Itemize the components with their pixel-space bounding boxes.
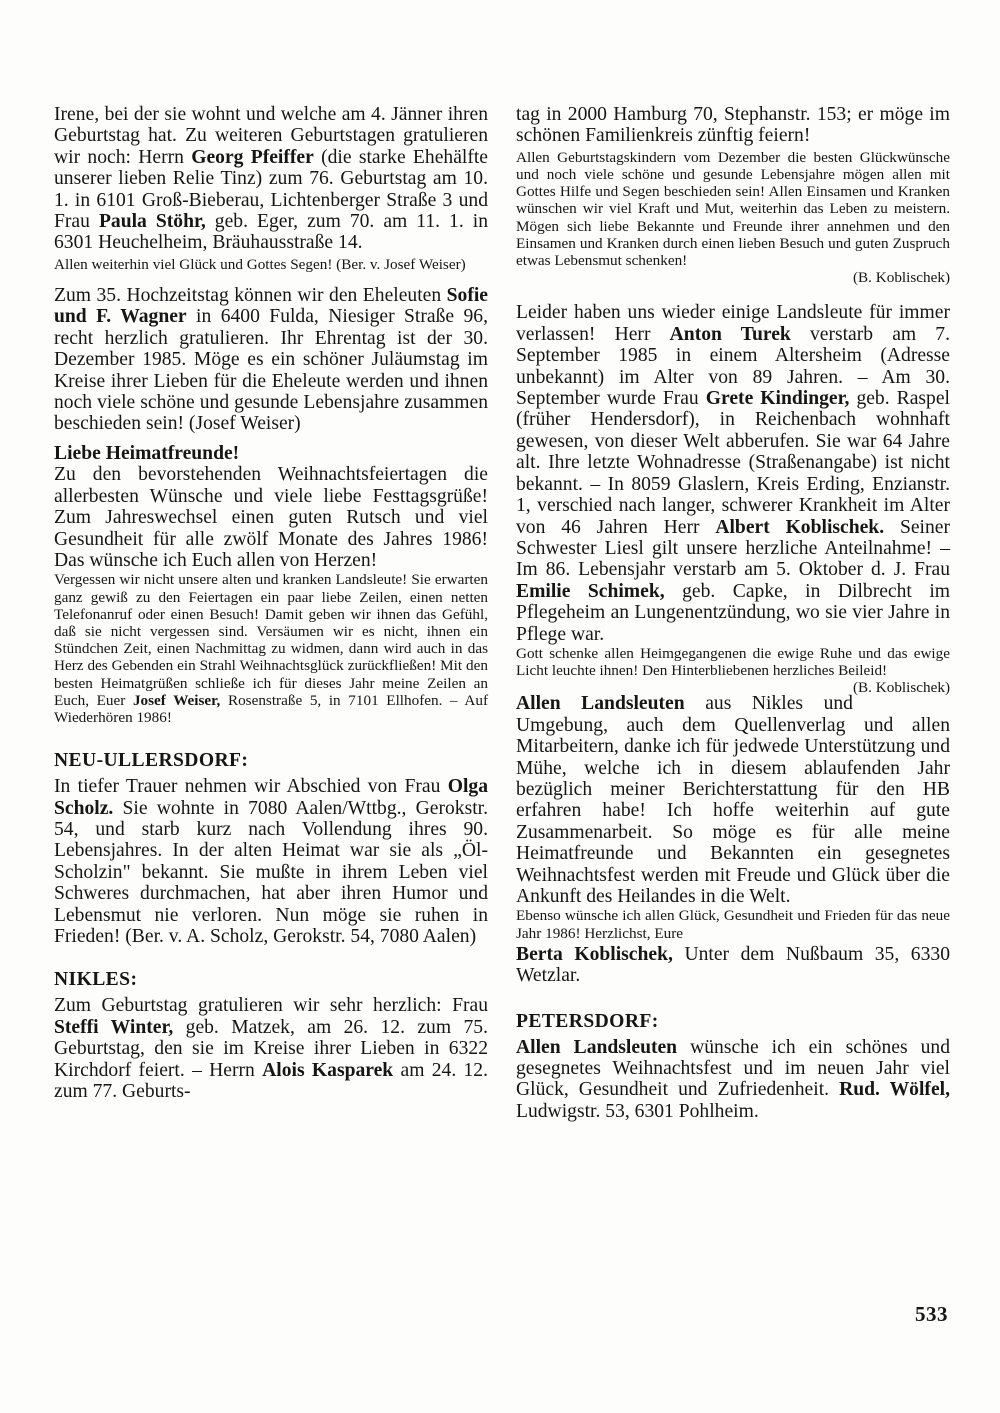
text-run: geb. Eger, zum 70. am 11. 1. in 6301 Heuchelheim, Bräuhausstraße 14. xyxy=(54,211,488,254)
text-run: (die starke Ehehälfte unserer lieben Relie Tinz) zum 76. Geburtstag am 10. 1. in 6101 Groß-Bieberau, Lichtenberger Straße 3 und Frau xyxy=(54,146,488,233)
nikles-birthday-paragraph xyxy=(54,995,488,1102)
signature: (B. Koblischek) xyxy=(852,269,950,287)
text-run: wünsche ich ein schönes und gesegnetes Weihnachtsfest und im neuen Jahr viel Glück, Gesundheit und Zufriedenheit. xyxy=(516,1036,950,1101)
anniversary-paragraph xyxy=(54,285,488,435)
text-run: Leider haben uns wieder einige Landsleute für immer verlassen! Herr xyxy=(516,302,950,345)
text-run: verstarb am 7. September 1985 in einem Altersheim (Adresse unbekannt) im Alter von 89 Jahren. – Am 30. September wurde Frau xyxy=(516,323,950,410)
text-run: Zum 35. Hochzeitstag können wir den Eheleuten xyxy=(54,285,442,307)
text-run: in 6400 Fulda, Niesiger Straße 96, recht herzlich gratulieren. Ihr Ehrentag ist der 30. Dezember 1985. Möge es ein schöner Juläumstag im Kreise ihrer Lieben für die Eheleute werden und ihnen noch viele schöne und gesunde Lebensjahre zusammen beschieden sein! (Josef Weiser) xyxy=(54,306,488,435)
thanks-paragraph xyxy=(516,693,950,907)
name-bold: Georg Pfeiffer xyxy=(191,146,314,168)
reminder-paragraph xyxy=(54,571,488,726)
heading-text: Liebe Heimatfreunde! xyxy=(54,442,240,464)
name-bold: Albert Koblischek. xyxy=(715,516,885,538)
name-bold: Paula Stöhr, xyxy=(98,211,206,233)
name-bold: Josef Weiser, xyxy=(132,691,221,709)
signature: (B. Koblischek) xyxy=(852,679,950,697)
holiday-greeting: Zu den bevorstehenden Weihnachtsfeiertagen die allerbesten Wünsche und viele liebe Festtagsgrüße! Zum Jahreswechsel einen guten Rutsch und viel Gesundheit für alle zwölf Monate des Jahres 1986! Das wünsche ich Euch allen von Herzen! xyxy=(54,464,488,571)
name-bold: Olga Scholz. xyxy=(54,776,488,819)
name-bold: Emilie Schimek, xyxy=(516,580,665,602)
name-bold: Anton Turek xyxy=(669,323,791,345)
lead-bold: Allen Landsleuten xyxy=(516,1036,678,1058)
text-run: Unter dem Nußbaum 35, 6330 Wetzlar. xyxy=(516,943,950,987)
name-bold: Sofie und F. Wagner xyxy=(54,285,488,328)
name-bold: Rud. Wölfel, xyxy=(839,1079,950,1101)
lead-bold: Allen Landsleuten xyxy=(516,693,685,715)
name-bold: Alois Kasparek xyxy=(262,1059,394,1081)
condolence-paragraph xyxy=(516,644,950,697)
birthday-continuation: tag in 2000 Hamburg 70, Stephanstr. 153; er möge im schönen Familienkreis zünftig feiern! xyxy=(516,104,950,147)
text-run: Ebenso wünsche ich allen Glück, Gesundheit und Frieden für das neue Jahr 1986! Herzlichst, Eure xyxy=(516,907,950,942)
text-run: geb. Matzek, am 26. 12. zum 75. Geburtstag, den sie im Kreise ihrer Lieben in 6322 Kirchdorf feiert. – Herrn xyxy=(54,1016,488,1081)
left-column xyxy=(54,104,488,1102)
blessing-note: Allen weiterhin viel Glück und Gottes Segen! (Ber. v. Josef Weiser) xyxy=(54,255,466,273)
text-run: Vergessen wir nicht unsere alten und kranken Landsleute! Sie erwarten ganz gewiß zu den Feiertagen ein paar liebe Zeilen, einen netten Telefonanruf oder einen Besuch! Damit geben wir ihnen das Gefühl, daß sie nicht vergessen sind. Versäumen wir es nicht, ihnen ein Stündchen Zeit, einen Nachmittag zu widmen, dann wird auch in das Herz des Gebenden ein Strahl Weihnachtsglück zurückfließen! Mit den besten Heimatgrüßen schließe ich für dieses Jahr meine Zeilen an Euch, Euer xyxy=(54,571,488,709)
obituaries-paragraph xyxy=(516,302,950,645)
text-run: Seiner Schwester Liesl gilt unsere herzliche Anteilnahme! – Im 86. Lebensjahr verstarb am 5. Oktober d. J. Frau xyxy=(516,516,950,581)
birthday-wishes: Allen Geburtstagskindern vom Dezember die besten Glückwünsche und noch viele schöne und gesunde Lebensjahre mögen allen mit Gottes Hilfe und Segen beschieden sein! Allen Einsamen und Kranken wünschen wir viel Kraft und Mut, weiterhin das Leben zu meistern. Mögen sich liebe Bekannte und Freunde ihrer annehmen und den Einsamen und Kranken durch einen lieben Besuch und guten Zuspruch etwas Lebensmut schenken! xyxy=(516,148,950,270)
section-heading-nikles: NIKLES: xyxy=(54,969,138,991)
new-year-wishes xyxy=(516,907,950,941)
sender-line xyxy=(516,944,950,987)
petersdorf-greeting xyxy=(516,1037,950,1123)
text-run: Sie wohnte in 7080 Aalen/Wttbg., Gerokstr. 54, und starb kurz nach Vollendung ihres 90. Lebensjahres. In der alten Heimat war sie als „Öl-Scholzin" bekannt. Sie mußte in ihrem Leben viel Schweres durchmachen, hat aber ihren Humor und Lebensmut nie verloren. Nun möge sie ruhen in Frieden! (Ber. v. A. Scholz, Gerokstr. 54, 7080 Aalen) xyxy=(54,797,488,947)
section-heading-petersdorf: PETERSDORF: xyxy=(516,1010,659,1032)
text-run: geb. Raspel (früher Hendersdorf), in Reichenbach wohnhaft gewesen, von dieser Welt abberufen. Sie war 64 Jahre alt. Ihre letzte Wohnadresse (Straßenangabe) ist nicht bekannt. – In 8059 Glaslern, Kreis Erding, Enzianstr. 1, verschied nach langer, schwerer Krankheit im Alter von 46 Jahren Herr xyxy=(516,388,950,538)
text-run: Ludwigstr. 53, 6301 Pohlheim. xyxy=(516,1100,759,1122)
text-run: Irene, bei der sie wohnt und welche am 4. Jänner ihren Geburtstag hat. Zu weiteren Geburtstagen gratulieren wir noch: Herrn xyxy=(54,104,488,168)
name-bold: Berta Koblischek, xyxy=(516,943,673,965)
text-run: aus Nikles und Umgebung, auch dem Quellenverlag und allen Mitarbeitern, danke ich für jedwede Unterstützung und Mühe, welche ich in diesem ablaufenden Jahr bezüglich meiner Berichterstattung für den HB erfahren habe! Ich hoffe weiterhin auf gute Zusammenarbeit. So möge es für alle meine Heimatfreunde und Bekannten ein gesegnetes Weihnachtsfest werden mit Freude und Glück über die Ankunft des Heilandes in die Welt. xyxy=(516,693,950,907)
birthday-paragraph xyxy=(54,104,488,254)
name-bold: Steffi Winter, xyxy=(54,1016,174,1038)
text-run: am 24. 12. zum 77. Geburts- xyxy=(54,1059,489,1103)
name-bold: Grete Kindinger, xyxy=(705,388,850,410)
text-run: Gott schenke allen Heimgegangenen die ewige Ruhe und das ewige Licht leuchte ihnen! Den Hinterbliebenen herzliches Beileid! xyxy=(516,644,950,680)
text-run: Zum Geburtstag gratulieren wir sehr herzlich: Frau xyxy=(54,995,488,1017)
section-heading-neu-ullersdorf: NEU-ULLERSDORF: xyxy=(54,750,249,772)
text-run: In tiefer Trauer nehmen wir Abschied von Frau xyxy=(54,776,441,798)
obituary-paragraph xyxy=(54,776,488,947)
right-column xyxy=(516,104,950,1122)
text-run: Rosenstraße 5, in 7101 Ellhofen. – Auf Wiederhören 1986! xyxy=(54,691,489,726)
greeting-heading xyxy=(54,443,488,464)
page-number: 533 xyxy=(915,1302,948,1326)
text-run: geb. Capke, in Dilbrecht im Pflegeheim an Lungenentzündung, wo sie vier Jahre in Pflege war. xyxy=(516,580,951,645)
